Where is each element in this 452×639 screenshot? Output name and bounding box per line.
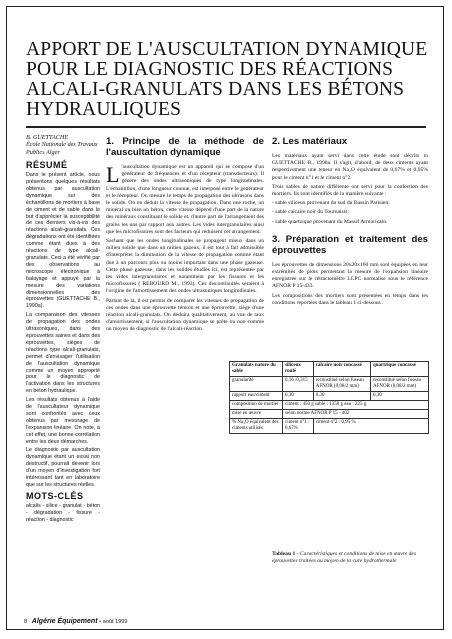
section-1-heading: 1. Principe de la méthode de l'auscultation dynamique	[106, 136, 264, 158]
resume-paragraph: Dans le présent article, nous présentons quelques résultats obtenus par auscultation dynamique sur des échantillons de mortiers à base de ciment et de sable dans le but d'apprécier la susceptibilité de ces derniers vis-à-vis des réactions alcali-granulats. Ces dégradations ont été identifiées comme étant dues à des réactions de type alcali-granulats. Ceci a été vérifié par des observations au microscope électronique à balayage et appuyé par la mesure des variations dimensionnelles des éprouvettes (GUETTACHE B., 1990a).	[26, 172, 100, 310]
table-header-cell: Granulats nature du sable	[230, 362, 283, 377]
title-line: POUR LE DIAGNOSTIC DES RÉACTIONS	[26, 59, 394, 80]
section-2-heading: 2. Les matériaux	[272, 136, 348, 147]
section-1-paragraph: Sachant que les ondes longitudinales se propagent mieux dans un milieu solide que dans un milieu gazeux, il est tout à fait admissible d'interpréter la diminution de la vitesse de propagation comme étant due à un parcours plus ou moins important dans une phase gazeuse. Cette phase gazeuse, dans les solides étudiés ici, est représentée par les vides intergranulaires et notamment par les fissures et les microfissures ( REBOURD M., 1993). Ces discontinuités seraient à l'origine de l'amortissement des ondes ultrasoniques longitudinales.	[106, 238, 264, 295]
table-cell: 0,30	[283, 392, 314, 401]
table-cell: ciment n°1 : 0,67%	[283, 419, 314, 434]
table-header-cell: quartzique concassé	[370, 362, 428, 377]
section-2-list-item: - sable siliceux provenant du sud du Bassin Parisien;	[272, 200, 390, 207]
drop-cap: L	[106, 162, 120, 187]
table-cell: ciment : 450 g sable : 1350 g eau : 225 g	[283, 401, 429, 410]
table-cell: 0,30	[313, 392, 370, 401]
table-row	[230, 419, 429, 434]
resume-paragraph: Le diagnostic par auscultation dynamique étant un essai non destructif, pourrait devenir lors d'un moyen d'investigation fort intéressant tant en laboratoire que sur les structures réelles.	[26, 447, 100, 488]
table-cell: composition de mortier	[230, 401, 283, 410]
section-1-paragraph: L 'auscultation dynamique est un appareil qui se compose d'un générateur de fréquences et d'un récepteur (transducteurs). Il génère des ondes ultrasoniques de type longitudinales. L'échantillon, d'une longueur connue, est interposé entre le générateur et le récepteur. On mesure le temps de propagation des ultrasons dans le solide. On en déduit la vitesse de propagation. Dans une roche, un minéral ou bien un béton, cette vitesse dépend d'une part de la nature des minéraux constituant le solide et, d'autre part de l'arrangement des grains les uns par rapport aux autres. Les vides intergranulaires ainsi que les microfissures sont des facteurs qui réduisent cet arrangement.	[106, 162, 264, 235]
section-1-paragraph: Partant de là, il est permis de comparer les vitesses de propagation de ces ondes dans une éprouvette témoin et une éprouvette, siège d'une réaction alcali-granulats. On déduira qualitativement, au vue de taux d'amortissement, si l'auscultation dynamique se prête ou non comme un moyen de diagnostic de l'alcali-réaction.	[106, 297, 264, 333]
column-sections-2-3	[272, 136, 428, 309]
table-header-cell: siliceux roulé	[283, 362, 314, 377]
keywords-text: alcalis - silice - granulat - béton - dégradation - fissure - réaction - diagnostic	[26, 502, 100, 523]
table-cell: rapport eau/ciment	[230, 392, 283, 401]
caption-label: Tableau 1	[272, 551, 296, 557]
table-cell: 0,16 /0,315	[283, 377, 314, 392]
author-block	[26, 134, 100, 156]
section-2-list-item: - sable quartzique provenant du Massif Armoricain.	[272, 218, 388, 225]
sidebar	[26, 134, 100, 526]
section-3-heading: 3. Préparation et traitement des éprouvettes	[272, 233, 428, 256]
table-cell: reconstitué selon fuseau AFNOR (0,08/2 mm)	[313, 377, 370, 392]
author-name: B. GUETTACHE	[26, 134, 69, 141]
table-cell: 0,30	[370, 392, 428, 401]
title-line: HYDRAULIQUES	[26, 99, 182, 120]
table-cell: selon norme AFNOR P 15 - 402	[283, 410, 429, 419]
author-affiliation: Publics Alger	[26, 148, 60, 156]
author-affiliation: École Nationale des Travaux	[26, 141, 98, 149]
table-header-cell: calcaire noir concassé	[313, 362, 370, 377]
table-cell: granularité	[230, 377, 283, 392]
column-section-1	[106, 136, 264, 336]
resume-paragraph: Les résultats obtenus à l'aide de l'auscultateur dynamique sont confrontés avec ceux obtenus par mesurage de l'expansion linéaire. On note, à cet effet, une bonne corrélation entre les deux démarches.	[26, 397, 100, 445]
table-cell: % Na₂O équivalent des ciments utilisés	[230, 419, 283, 434]
table-header-row	[230, 362, 429, 377]
table-cell: ciment n°2 : 0,95 %	[313, 419, 428, 434]
resume-heading: RÉSUMÉ	[26, 160, 68, 171]
table-row	[230, 377, 429, 392]
composition-table	[229, 361, 429, 434]
table-cell: mise en œuvre	[230, 410, 283, 419]
section-3-paragraph: Les éprouvettes de dimensions 20x20x160 mm sont équipées en leur extrémités de plots permettant la mesure de l'expansion linéaire enregistrée sur le rétractomètre LCPC normalisé sous le référence AFNOR P 15-433.	[272, 261, 428, 290]
keywords-heading: MOTS-CLÉS	[26, 490, 84, 501]
title-line: ALCALI-GRANULATS DANS LES BÉTONS	[26, 79, 405, 100]
page-footer	[24, 618, 128, 625]
table-row	[230, 401, 429, 410]
table-row	[230, 410, 429, 419]
title-rule	[26, 126, 426, 128]
page-number: 8	[24, 619, 28, 625]
caption-text: - Caractéristiques et conditions de mise en œuvre des éprouvettes traitées au moyen de la cure hydrothermale	[272, 551, 417, 564]
table-cell: reconstitué selon fuseau AFNOR (0,08/2 mm)	[370, 377, 428, 392]
table-caption	[272, 551, 428, 565]
issue-date: • août 1999	[99, 619, 128, 625]
article-title	[26, 40, 426, 120]
section-2-paragraph: Les matériaux ayant servi dans cette étude sont décrits in GUETTACHE B., 1990a. Il s'agit, d'abord, de deux ciments ayant respectivement une teneur en Na₂O équivalent de 0,67% et 0,95% pour le ciment n°1 et le ciment n°2.	[272, 153, 428, 181]
title-line: APPORT DE L'AUSCULTATION DYNAMIQUE	[26, 39, 428, 60]
section-2-paragraph: Trois sables de nature différente ont servi pour la confection des mortiers. Ils sont identifiés de la manière suivante :	[272, 183, 428, 198]
journal-name: Algérie Équipement	[31, 618, 98, 625]
section-2-list-item: - sable calcaire noir du Tournaisis;	[272, 209, 350, 216]
section-3-paragraph: Les compositions des mortiers sont présentées en temps dans les conditions reportées dans le tableau 1 ci-dessous :	[272, 292, 428, 306]
table-row	[230, 392, 429, 401]
resume-paragraph: La comparaison des vitesses de propagation des ondes ultrasoniques, dans des éprouvettes saines et dans des éprouvettes, sièges de réactions type alcali-granulats, permet d'envisager l'utilisation de l'auscultation dynamique comme un moyen approprié pour le diagnostic de l'activation dans les structures en béton hydraulique.	[26, 312, 100, 395]
